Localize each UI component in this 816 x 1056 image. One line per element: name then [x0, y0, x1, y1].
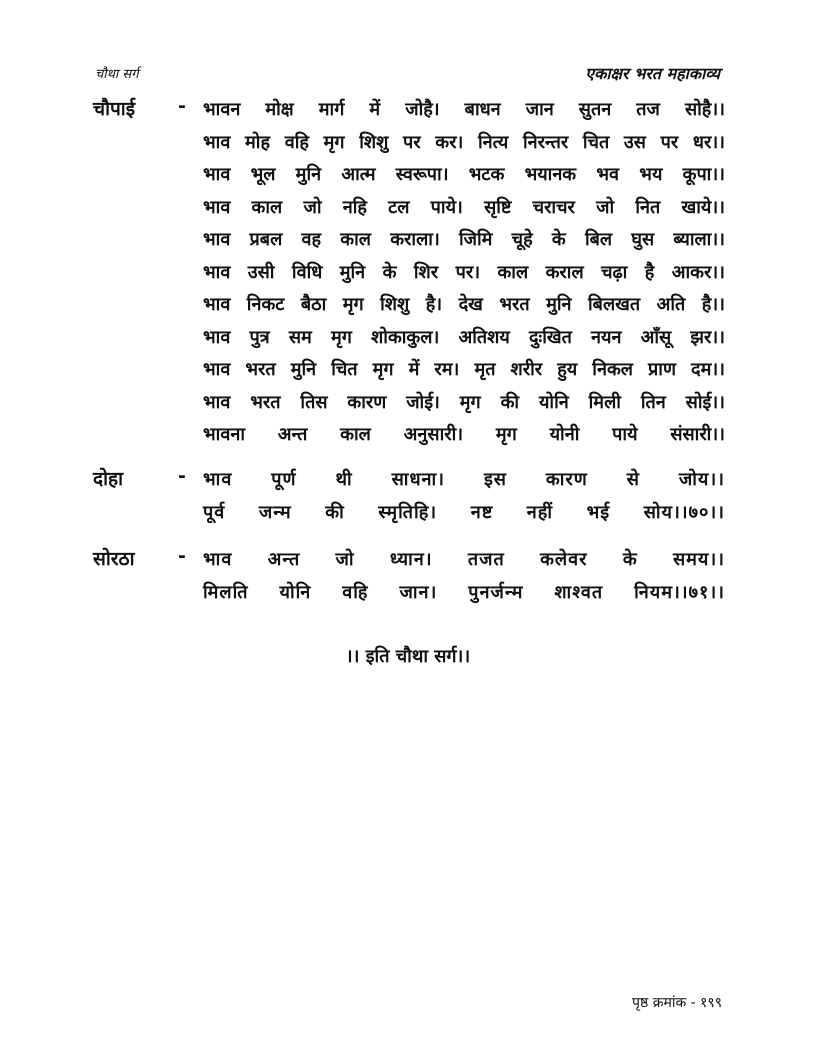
chaupai-verses — [203, 95, 725, 453]
verse-line: पूर्व जन्म की स्मृतिहि। नष्ट नहीं भई सोय।।७०।। — [203, 501, 725, 523]
verse-line: मिलति योनि वहि जान। पुनर्जन्म शाश्वत नियम।।७१।। — [203, 581, 725, 603]
verse-line: भाव मोह वहि मृग शिशु पर कर। नित्य निरन्तर चित उस पर धर।। — [203, 131, 725, 153]
verse-line: भाव अन्त जो ध्यान। तजत कलेवर के समय।। — [203, 549, 725, 570]
verse-line: भाव प्रबल वह काल कराला। जिमि चूहे के बिल घुस ब्याला।। — [203, 229, 725, 250]
chaupai-dash: - — [178, 95, 186, 117]
verse-line: भावन मोक्ष मार्ग में जोहै। बाधन जान सुतन तज सोहै।। — [203, 99, 725, 120]
verse-line: भाव भरत मुनि चित मृग में रम। मृत शरीर हुय निकल प्राण दम।। — [203, 359, 725, 380]
doha-verses — [203, 465, 725, 530]
verse-line: भाव उसी विधि मुनि के शिर पर। काल कराल चढ़ा है आकर।। — [203, 261, 725, 283]
verse-line: भाव भूल मुनि आत्म स्वरूपा। भटक भयानक भव भय कूपा।। — [203, 164, 725, 185]
running-header-book-title: एकाक्षर भरत महाकाव्य — [585, 64, 720, 83]
soratha-label: सोरठा — [93, 548, 135, 570]
chapter-end-line: ।। इति चौथा सर्ग।। — [345, 646, 471, 667]
verse-line: भाव भरत तिस कारण जोई। मृग की योनि मिली तिन सोई।। — [203, 391, 725, 413]
soratha-dash: - — [178, 545, 186, 567]
doha-label: दोहा — [93, 468, 124, 490]
running-header-chapter: चौथा सर्ग — [95, 67, 139, 82]
chaupai-label: चौपाई — [93, 98, 136, 120]
verse-line: भाव निकट बैठा मृग शिशु है। देख भरत मुनि बिलखत अति है।। — [203, 294, 725, 315]
verse-line: भावना अन्त काल अनुसारी। मृग योनी पाये संसारी।। — [203, 424, 725, 445]
page-number: पृष्ठ क्रमांक - १९९ — [632, 995, 722, 1011]
verse-line: भाव काल जो नहि टल पाये। सृष्टि चराचर जो नित खाये।। — [203, 196, 725, 218]
verse-line: भाव पुत्र सम मृग शोकाकुल। अतिशय दुःखित नयन आँसू झर।। — [203, 326, 725, 348]
doha-dash: - — [178, 465, 186, 487]
soratha-verses — [203, 545, 725, 610]
verse-line: भाव पूर्ण थी साधना। इस कारण से जोय।। — [203, 469, 725, 490]
